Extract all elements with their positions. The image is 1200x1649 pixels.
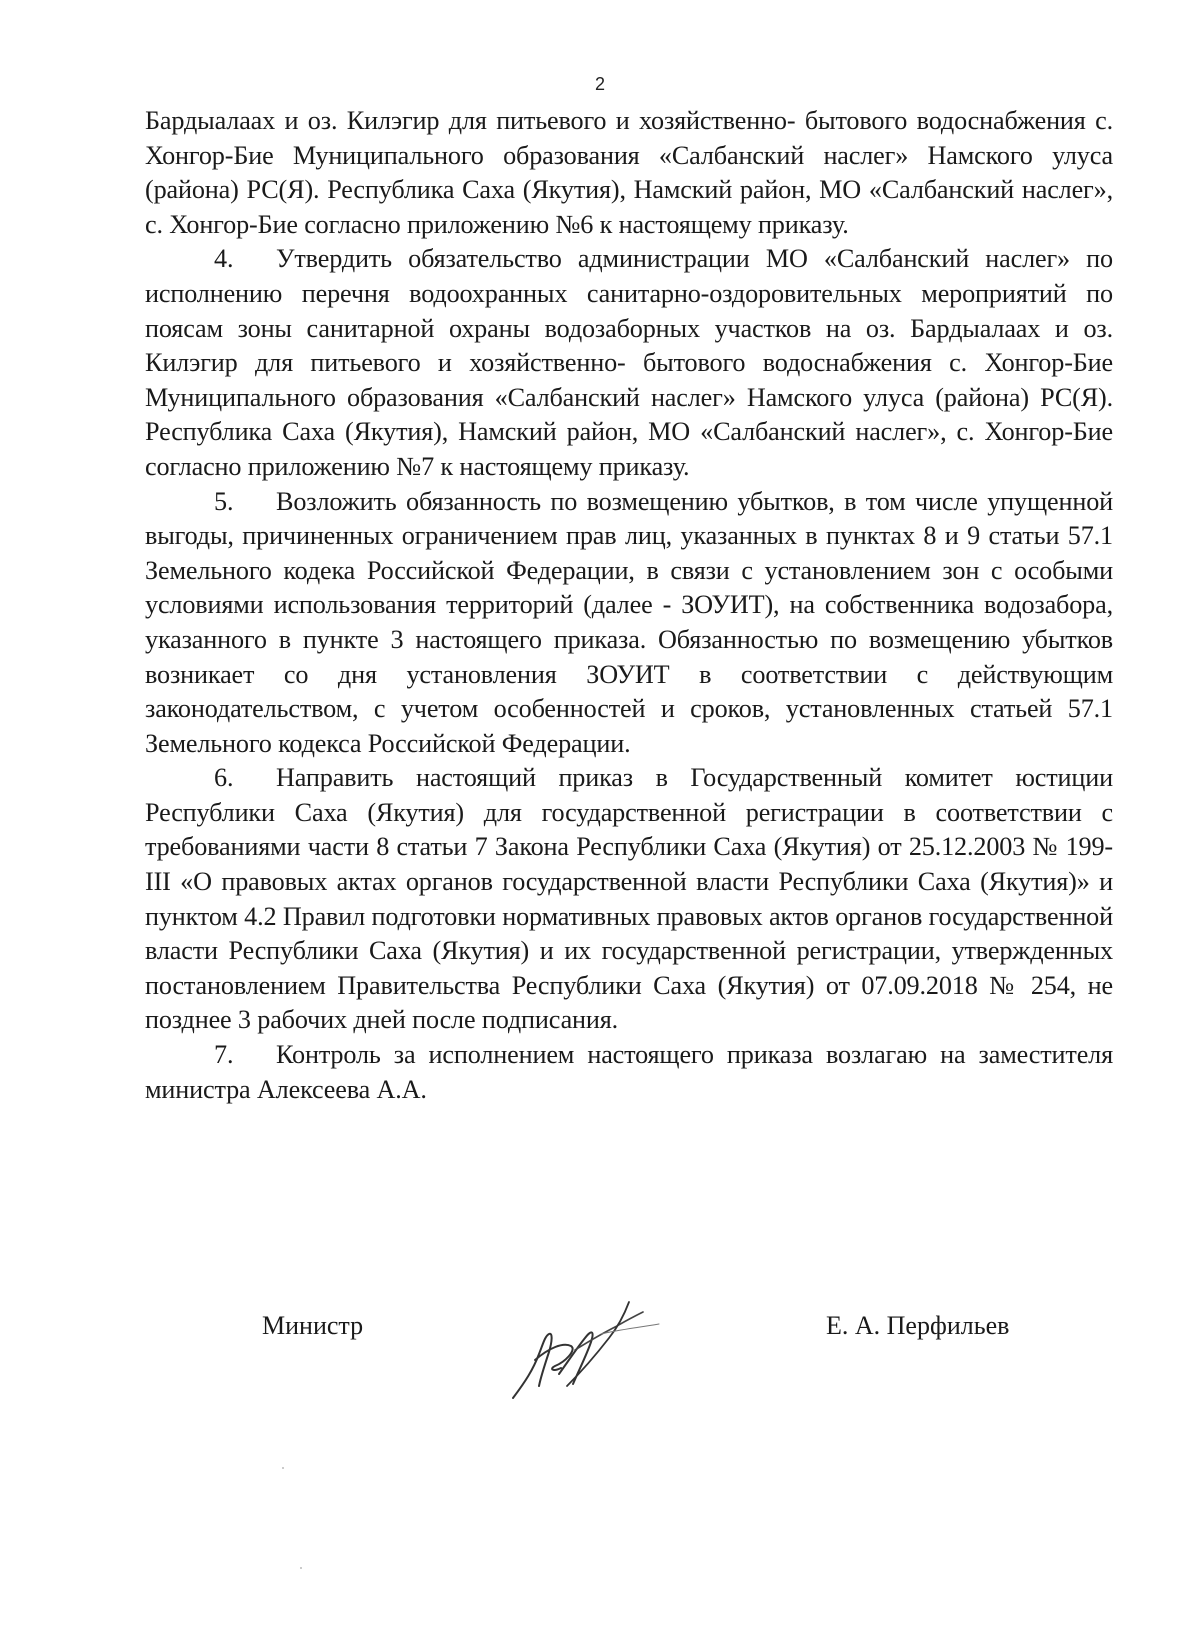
signatory-position: Министр [262,1311,364,1340]
handwritten-signature [505,1290,665,1405]
item-number-6: 6. [214,763,234,793]
list-item-7 [145,1038,1113,1107]
scan-speck [282,1467,284,1469]
list-item-6 [145,761,1113,1038]
item-text-4: Утвердить обязательство администрации МО «Салбанский наслег» по исполнению перечня водоохранных санитарно-оздоровительных мероприятий по поясам зоны санитарной охраны водозаборных участков на оз. Бардыалаах и оз. Килэгир для питьевого и хозяйственно- бытового водоснабжения с. Хонгор-Бие Муниципального образования «Салбанский наслег» Намского улуса (района) РС(Я). Республика Саха (Якутия), Намский район, МО «Салбанский наслег», с. Хонгор-Бие согласно приложению №7 к настоящему приказу. [145,244,1113,481]
list-item-4 [145,242,1113,484]
signatory-name: Е. А. Перфильев [826,1311,1010,1340]
page-number: 2 [594,74,605,94]
item-text-5: Возложить обязанность по возмещению убытков, в том числе упущенной выгоды, причиненных ограничением прав лиц, указанных в пунктах 8 и 9 статьи 57.1 Земельного кодека Российской Федерации, в связи с установлением зон с особыми условиями использования территорий (далее - ЗОУИТ), на собственника водозабора, указанного в пункте 3 настоящего приказа. Обязанностью по возмещению убытков возникает со дня установления ЗОУИТ в соответствии с действующим законодательством, с учетом особенностей и сроков, установленных статьей 57.1 Земельного кодекса Российской Федерации. [145,486,1113,758]
paragraph-continued: Бардыалаах и оз. Килэгир для питьевого и хозяйственно- бытового водоснабжения с. Хонгор-Бие Муниципального образования «Салбанский наслег» Намского улуса (района) РС(Я). Республика Саха (Якутия), Намский район, МО «Салбанский наслег», с. Хонгор-Бие согласно приложению №6 к настоящему приказу. [145,106,1113,239]
list-item-5 [145,485,1113,762]
signature-block [0,1290,1200,1410]
document-body [145,104,1113,1107]
scan-speck [300,1567,302,1569]
item-number-7: 7. [214,1040,234,1070]
item-text-7: Контроль за исполнением настоящего приказа возлагаю на заместителя министра Алексеева А.А. [145,1040,1113,1104]
item-text-6: Направить настоящий приказ в Государственный комитет юстиции Республики Саха (Якутия) для государственной регистрации в соответствии с требованиями части 8 статьи 7 Закона Республики Саха (Якутия) от 25.12.2003 № 199-III «О правовых актах органов государственной власти Республики Саха (Якутия)» и пунктом 4.2 Правил подготовки нормативных правовых актов органов государственной власти Республики Саха (Якутия) и их государственной регистрации, утвержденных постановлением Правительства Республики Саха (Якутия) от 07.09.2018 № 254, не позднее 3 рабочих дней после подписания. [145,763,1113,1035]
item-number-5: 5. [214,486,234,516]
item-number-4: 4. [214,244,234,274]
